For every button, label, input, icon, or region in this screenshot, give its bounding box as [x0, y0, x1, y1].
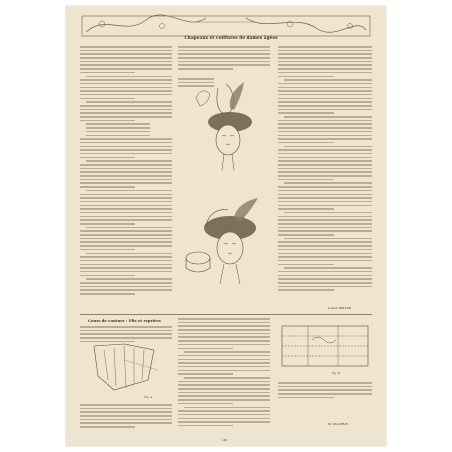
section-title-couture: Cours de couture : Plis et repriées — [88, 318, 161, 323]
hat-illustration-1 — [178, 78, 270, 198]
signature-weller: Louise WELLER — [328, 306, 351, 310]
column-middle-side-text — [178, 78, 214, 89]
sewing-diagram-fig-b — [278, 322, 372, 378]
hat-illustration-2 — [178, 196, 270, 306]
section-divider — [80, 314, 372, 315]
figure-b-caption: Fig. B — [332, 372, 340, 375]
signature-valleray: M. VALLERAY — [328, 422, 349, 426]
column-middle-text — [178, 46, 270, 72]
page-title: Chapeaux et coiffures de dames âgées — [184, 35, 278, 40]
magazine-page — [66, 6, 386, 446]
column-right-top — [278, 46, 372, 293]
figure-a-caption: Fig. A — [144, 396, 152, 399]
column-middle-bottom — [178, 318, 270, 429]
column-left-top — [80, 46, 172, 297]
column-right-bottom — [278, 382, 372, 400]
page-number: 145 — [222, 438, 228, 442]
column-left-bottom-2 — [80, 404, 172, 430]
sewing-diagram-fig-a — [84, 340, 168, 398]
